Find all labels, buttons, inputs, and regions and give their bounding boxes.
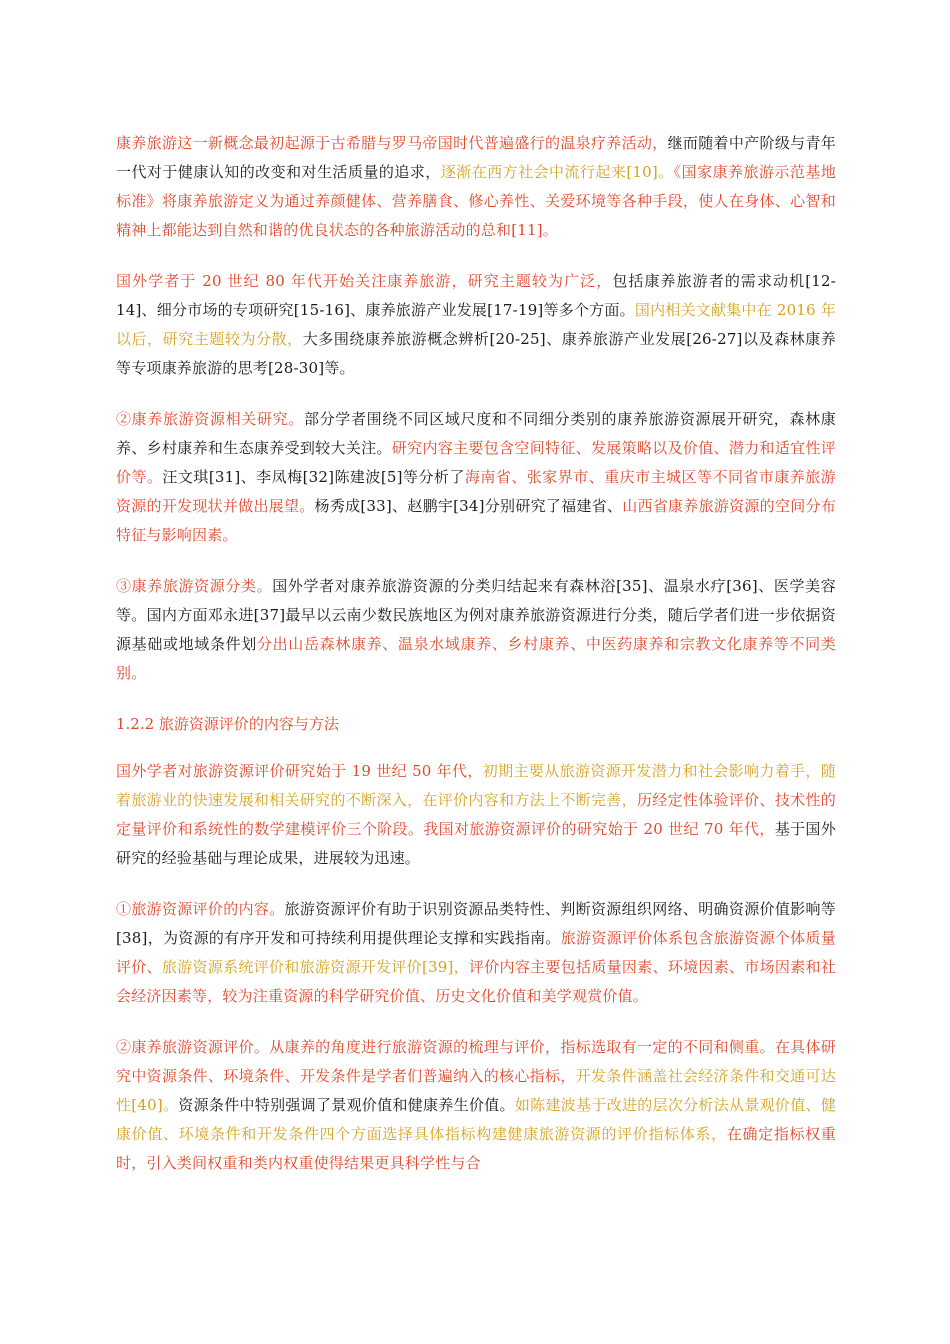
text-span: 国外学者对康养旅游资源的分类归结起来有森林浴[35]、温泉水疗[36]、医学美容等。国内方面邓永进[37]最早以云南少数民族地区为例对康养旅游资源进行分类，随后学者们进一步依据资源基础或地域条件划 [116, 577, 836, 653]
paragraph-wellness-evaluation [116, 1033, 836, 1178]
paragraph-resource-classification [116, 572, 836, 688]
text-span: 海南省、张家界市、重庆市主城区等不同省市康养旅游资源的开发现状并做出展望。 [116, 468, 836, 515]
text-span: 开发条件涵盖社会经济条件和交通可达性[40]。 [116, 1067, 836, 1114]
text-span: 资源条件中特别强调了景观价值和健康养生价值。 [178, 1096, 515, 1114]
text-span: 逐渐在西方社会中流行起来[10]。 [440, 163, 674, 181]
text-span: 国内相关文献集中在 2016 年以后，研究主题较为分散， [116, 301, 836, 348]
text-span: 旅游资源评价有助于识别资源品类特性、判断资源组织网络、明确资源价值影响等[38]，为资源的有序开发和可持续利用提供理论支撑和实践指南。 [116, 900, 836, 947]
text-span: 评价内容主要包括质量因素、环境因素、市场因素和社会经济因素等，较为注重资源的科学研究价值、历史文化价值和美学观赏价值。 [116, 958, 836, 1005]
text-span: 汪文琪[31]、李凤梅[32]陈建波[5]等分析了 [162, 468, 465, 486]
text-span: 部分学者围绕不同区域尺度和不同细分类别的康养旅游资源展开研究，森林康养、乡村康养和生态康养受到较大关注。 [116, 410, 836, 457]
paragraph-wellness-tourism-origin [116, 129, 836, 245]
text-span: ②康养旅游资源评价。从康养的角度进行旅游资源的梳理与评价，指标选取有一定的不同和侧重。在具体研究中资源条件、环境条件、开发条件是学者们普遍纳入的核心指标， [116, 1038, 836, 1085]
text-span: 国外学者对旅游资源评价研究始于 19 世纪 50 年代， [116, 762, 483, 780]
document-body [116, 129, 836, 1200]
paragraph-research-overview [116, 267, 836, 383]
text-span: 分出山岳森林康养、温泉水域康养、乡村康养、中医药康养和宗教文化康养等不同类别。 [116, 635, 836, 682]
text-span: 国外学者于 20 世纪 80 年代开始关注康养旅游，研究主题较为广泛， [116, 272, 613, 290]
text-span: 在确定指标权重时，引入类间权重和类内权重使得结果更具科学性与合 [116, 1125, 837, 1172]
text-span: 杨秀成[33]、赵鹏宇[34]分别研究了福建省、 [314, 497, 623, 515]
heading-text: 1.2.2 旅游资源评价的内容与方法 [116, 715, 339, 733]
text-span: ②康养旅游资源相关研究。 [116, 410, 304, 428]
paragraph-resource-research [116, 405, 836, 550]
text-span: 康养旅游这一新概念最初起源于古希腊与罗马帝国时代普遍盛行的温泉疗养活动， [116, 134, 668, 152]
text-span: 历经定性体验评价、技术性的定量评价和系统性的数学建模评价三个阶段。我国对旅游资源评价的研究始于 20 世纪 70 年代， [116, 791, 836, 838]
text-span: 旅游资源评价体系包含旅游资源个体质量评价、 [116, 929, 836, 976]
text-span: 研究内容主要包含空间特征、发展策略以及价值、潜力和适宜性评价等。 [116, 439, 836, 486]
paragraph-evaluation-content [116, 895, 836, 1011]
text-span: 包括康养旅游者的需求动机[12-14]、细分市场的专项研究[15-16]、康养旅游产业发展[17-19]等多个方面。 [116, 272, 836, 319]
text-span: 如陈建波基于改进的层次分析法从景观价值、健康价值、环境条件和开发条件四个方面选择具体指标构建健康旅游资源的评价指标体系， [116, 1096, 837, 1143]
text-span: ①旅游资源评价的内容。 [116, 900, 285, 918]
text-span: 初期主要从旅游资源开发潜力和社会影响力着手，随着旅游业的快速发展和相关研究的不断深入，在评价内容和方法上不断完善， [116, 762, 836, 809]
text-span: 旅游资源系统评价和旅游资源开发评价[39]， [161, 958, 469, 976]
section-heading [116, 710, 836, 739]
text-span: 继而随着中产阶级与青年一代对于健康认知的改变和对生活质量的追求， [116, 134, 836, 181]
paragraph-evaluation-history [116, 757, 836, 873]
text-span: 基于国外研究的经验基础与理论成果，进展较为迅速。 [116, 820, 836, 867]
text-span: 《国家康养旅游示范基地标准》将康养旅游定义为通过养颜健体、营养膳食、修心养性、关爱环境等各种手段，使人在身体、心智和精神上都能达到自然和谐的优良状态的各种旅游活动的总和[11]。 [116, 163, 837, 239]
text-span: 山西省康养旅游资源的空间分布特征与影响因素。 [116, 497, 836, 544]
text-span: 大多围绕康养旅游概念辨析[20-25]、康养旅游产业发展[26-27]以及森林康养等专项康养旅游的思考[28-30]等。 [116, 330, 836, 377]
text-span: ③康养旅游资源分类。 [116, 577, 273, 595]
